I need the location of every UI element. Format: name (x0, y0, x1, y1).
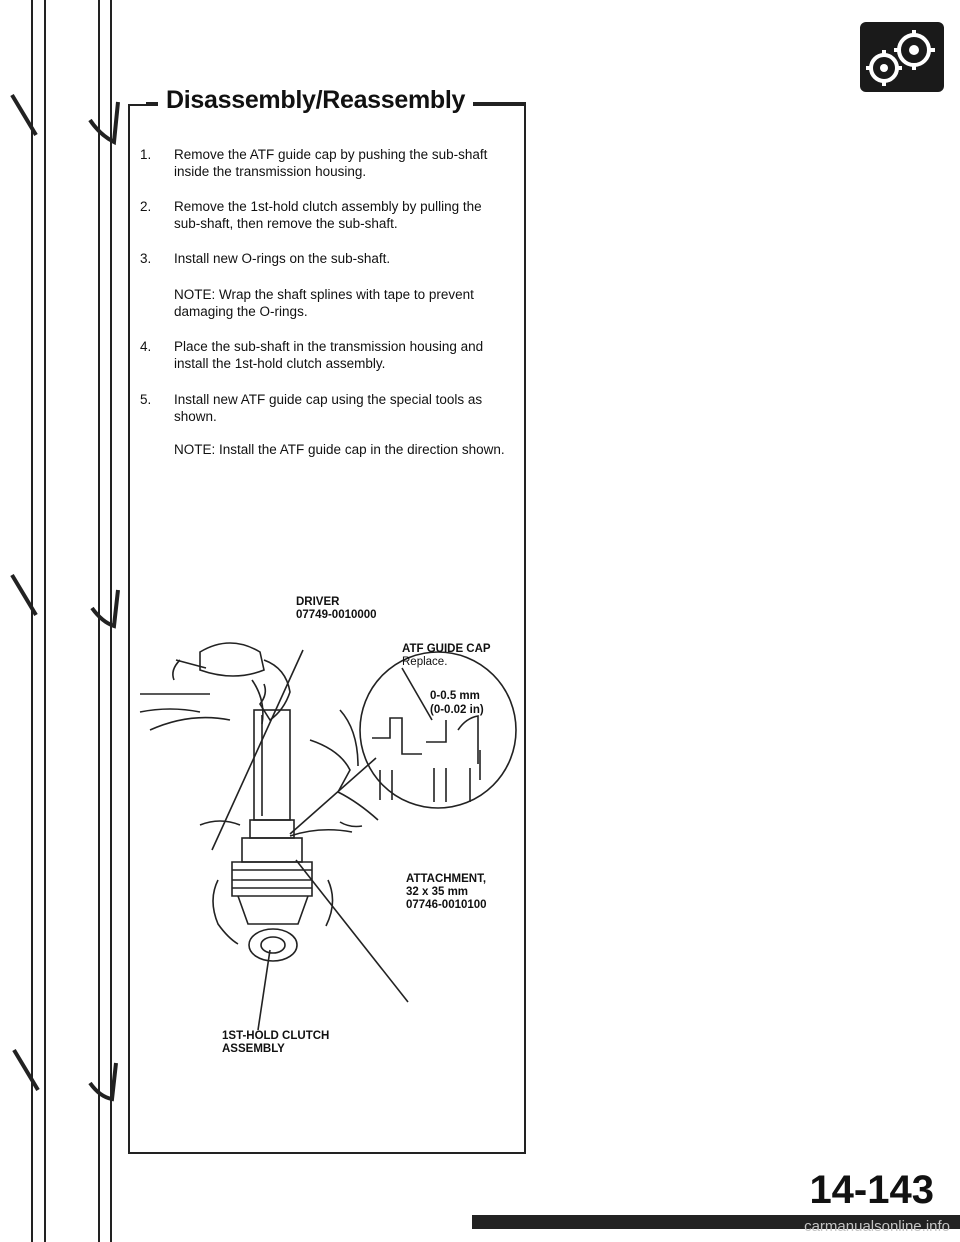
watermark: carmanualsonline.info (804, 1218, 950, 1235)
installation-diagram (140, 590, 520, 1040)
note-text: NOTE: Install the ATF guide cap in the direction shown. (174, 442, 505, 457)
attachment-size: 32 x 35 mm (406, 886, 469, 898)
gap-mm: 0-0.5 mm (430, 690, 480, 702)
driver-label: DRIVER (296, 596, 340, 608)
binder-hook-icon (0, 0, 130, 1242)
gap-in: (0-0.02 in) (430, 704, 484, 716)
step-number: 2. (140, 199, 152, 214)
step-number: 3. (140, 251, 152, 266)
step-number: 1. (140, 147, 152, 162)
step-text: Remove the ATF guide cap by pushing the sub-shaft inside the transmission housing. (174, 147, 488, 179)
step-text: Remove the 1st-hold clutch assembly by pulling the sub-shaft, then remove the sub-shaft. (174, 199, 482, 231)
step-text: Place the sub-shaft in the transmission housing and install the 1st-hold clutch assembly. (174, 339, 484, 371)
step-text: Install new ATF guide cap using the special tools as shown. (174, 392, 483, 424)
step-number: 4. (140, 339, 152, 354)
clutch-label: 1ST-HOLD CLUTCH (222, 1030, 330, 1042)
attachment-part-number: 07746-0010100 (406, 899, 487, 911)
page-number: 14-143 (809, 1168, 934, 1212)
note-text: NOTE: Wrap the shaft splines with tape to prevent damaging the O-rings. (174, 287, 474, 319)
cap-label: ATF GUIDE CAP (402, 643, 491, 655)
clutch-label-line-2: ASSEMBLY (222, 1043, 285, 1055)
step-number: 5. (140, 392, 152, 407)
driver-part-number: 07749-0010000 (296, 609, 377, 621)
attachment-label: ATTACHMENT, (406, 873, 487, 885)
step-text: Install new O-rings on the sub-shaft. (174, 251, 391, 266)
cap-note: Replace. (402, 656, 448, 668)
section-title: Disassembly/Reassembly (158, 86, 473, 115)
gear-logo-icon (860, 22, 944, 92)
